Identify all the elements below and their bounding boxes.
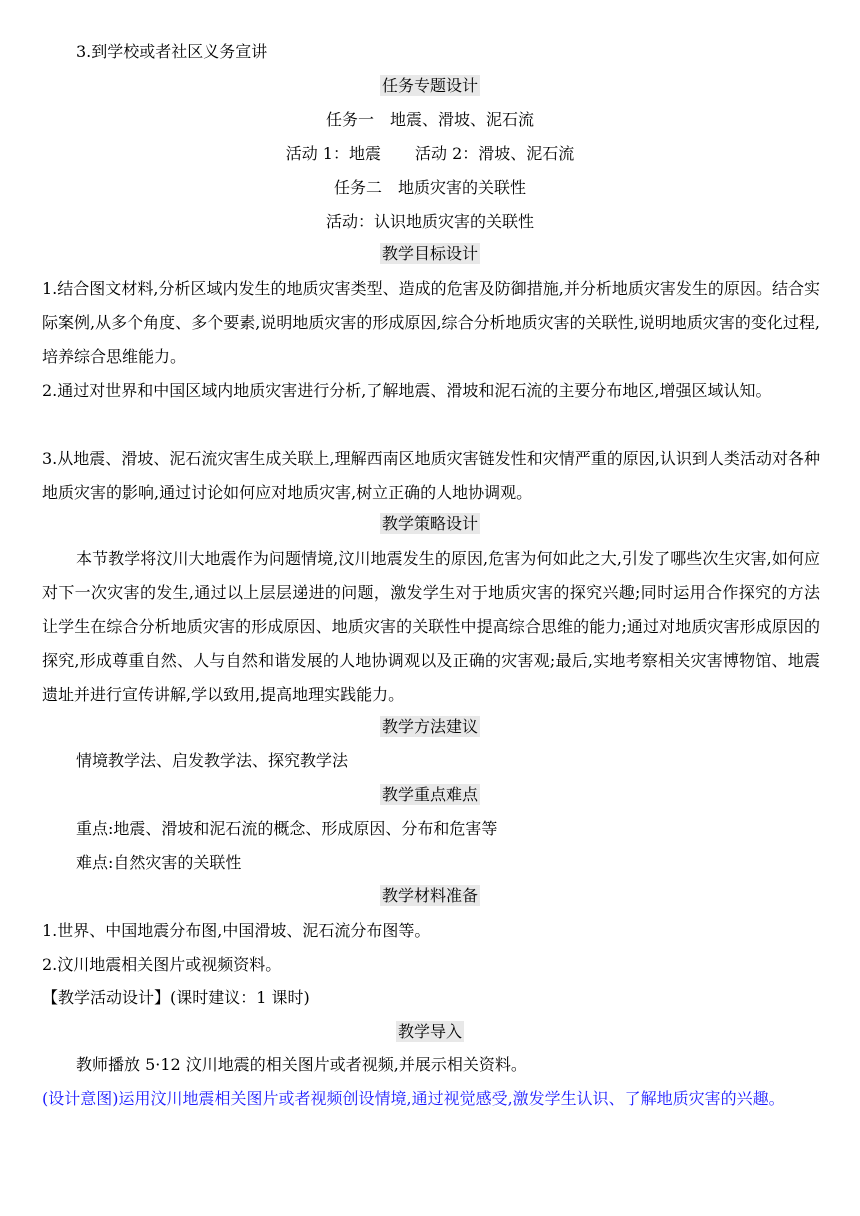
heading-materials (0, 885, 860, 907)
design-intent: (设计意图)运用汶川地震相关图片或者视频创设情境,通过视觉感受,激发学生认识、了解地质灾害的兴趣。 (42, 1089, 785, 1108)
strategy-paragraph: 本节教学将汶川大地震作为问题情境,汶川地震发生的原因,危害为何如此之大,引发了哪些次生灾害,如何应对下一次灾害的发生,通过以上层层递进的问题，激发学生对于地质灾害的探究兴趣;同时运用合作探究的方法让学生在综合分析地质灾害的形成原因、地质灾害的关联性中提高综合思维的能力;通过对地质灾害形成原因的探究,形成尊重自然、人与自然和谐发展的人地协调观以及正确的灾害观;最后,实地考察相关灾害博物馆、地震遗址并进行宣传讲解,学以致用,提高地理实践能力。 (42, 549, 820, 704)
intro-text: 教师播放 5·12 汶川地震的相关图片或者视频,并展示相关资料。 (76, 1055, 527, 1074)
heading-goal-design-text: 教学目标设计 (381, 244, 478, 263)
material-item-1: 1.世界、中国地震分布图,中国滑坡、泥石流分布图等。 (42, 921, 431, 940)
heading-task-design-text: 任务专题设计 (381, 76, 478, 95)
heading-method-suggest (0, 716, 860, 738)
methods-text: 情境教学法、启发教学法、探究教学法 (76, 751, 349, 770)
activity-design-heading: 【教学活动设计】(课时建议：1 课时) (42, 988, 310, 1007)
goal-2: 2.通过对世界和中国区域内地质灾害进行分析,了解地震、滑坡和泥石流的主要分布地区,增强区域认知。 (42, 381, 772, 400)
task1-activity1: 活动 1：地震 (285, 144, 381, 163)
heading-intro (0, 1021, 860, 1043)
heading-method-suggest-text: 教学方法建议 (381, 717, 478, 736)
goal-3: 3.从地震、滑坡、泥石流灾害生成关联上,理解西南区地质灾害链发性和灾情严重的原因,认识到人类活动对各种地质灾害的影响,通过讨论如何应对地质灾害,树立正确的人地协调观。 (42, 449, 820, 502)
heading-task-design (0, 75, 860, 97)
heading-key-points-text: 教学重点难点 (381, 785, 478, 804)
goal-1: 1.结合图文材料,分析区域内发生的地质灾害类型、造成的危害及防御措施,并分析地质灾害发生的原因。结合实际案例,从多个角度、多个要素,说明地质灾害的形成原因,综合分析地质灾害的关联性,说明地质灾害的变化过程,培养综合思维能力。 (42, 279, 820, 366)
heading-materials-text: 教学材料准备 (381, 886, 478, 905)
task2-activity: 活动：认识地质灾害的关联性 (325, 212, 534, 231)
difficult-point: 难点:自然灾害的关联性 (76, 853, 242, 872)
heading-key-points (0, 784, 860, 806)
task1-activities (0, 143, 860, 165)
task2-title: 任务二 地质灾害的关联性 (333, 178, 526, 197)
top-list-item: 3.到学校或者社区义务宣讲 (76, 42, 268, 61)
heading-strategy-design (0, 513, 860, 535)
task1-activity2: 活动 2：滑坡、泥石流 (415, 144, 575, 163)
heading-strategy-design-text: 教学策略设计 (381, 514, 478, 533)
task1-title: 任务一 地震、滑坡、泥石流 (325, 110, 534, 129)
heading-intro-text: 教学导入 (397, 1022, 462, 1041)
material-item-2: 2.汶川地震相关图片或视频资料。 (42, 955, 282, 974)
key-point: 重点:地震、滑坡和泥石流的概念、形成原因、分布和危害等 (76, 819, 498, 838)
heading-goal-design (0, 243, 860, 265)
